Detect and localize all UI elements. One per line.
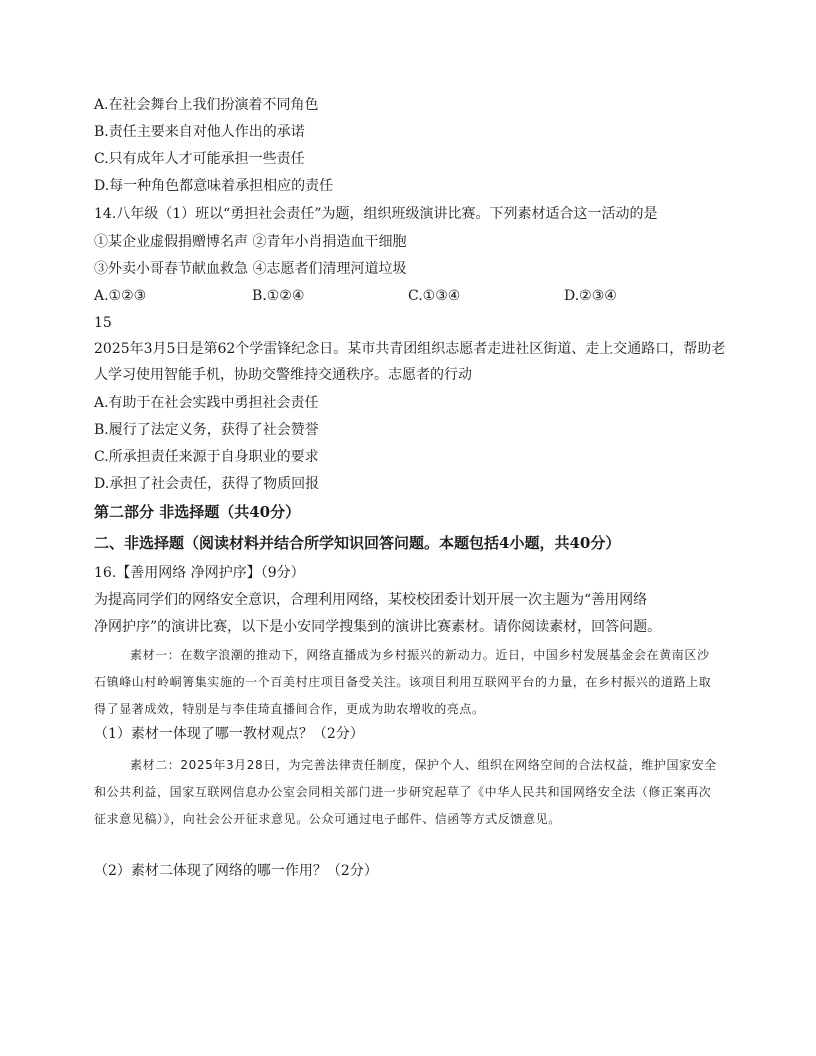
q15-stem-line2: 人学习使用智能手机，协助交警维持交通秩序。志愿者的行动 [94,367,472,383]
section2-title: 二、非选择题（阅读材料并结合所学知识回答问题。本题包括4小题，共40分） [94,534,621,552]
q16-header: 16.【善用网络 净网护序】（9分） [94,565,305,581]
q16-intro-line1: 为提高同学们的网络安全意识，合理利用网络，某校校团委计划开展一次主题为“善用网络 [94,592,648,608]
q13-option-b: B.责任主要来自对他人作出的承诺 [94,124,305,140]
q16-intro-line2: 净网护序”的演讲比赛，以下是小安同学搜集到的演讲比赛素材。请你阅读素材，回答问题。 [94,619,662,635]
q15-number: 15 [94,315,112,331]
q15-option-c: C.所承担责任来源于自身职业的要求 [94,449,319,465]
q14-items-line2: ③外卖小哥春节献血救急 ④志愿者们清理河道垃圾 [94,261,407,277]
q14-option-a: A.①②③ [94,288,147,304]
q14-items-line1: ①某企业虚假捐赠博名声 ②青年小肖捐造血干细胞 [94,234,407,250]
q15-option-d: D.承担了社会责任，获得了物质回报 [94,476,320,492]
q16-question1: （1）素材一体现了哪一教材观点？（2分） [94,726,364,742]
q14-option-c: C.①③④ [408,288,461,304]
q14-stem: 14.八年级（1）班以“勇担社会责任”为题，组织班级演讲比赛。下列素材适合这一活动的是 [94,206,658,222]
q13-option-d: D.每一种角色都意味着承担相应的责任 [94,178,334,194]
q15-option-b: B.履行了法定义务，获得了社会赞誉 [94,422,319,438]
q16-question2: （2）素材二体现了网络的哪一作用？（2分） [94,863,378,879]
q14-option-d: D.②③④ [564,288,617,304]
q13-option-a: A.在社会舞台上我们扮演着不同角色 [94,97,319,113]
q13-option-c: C.只有成年人才可能承担一些责任 [94,151,305,167]
q15-stem-line1: 2025年3月5日是第62个学雷锋纪念日。某市共青团组织志愿者走进社区街道、走上交通路口，帮助老 [94,341,726,357]
q15-option-a: A.有助于在社会实践中勇担社会责任 [94,395,319,411]
q16-material2: 素材二：2025年3月28日，为完善法律责任制度，保护个人、组织在网络空间的合法权益，维护国家安全和公共利益，国家互联网信息办公室会同相关部门进一步研究起草了《中华人民共和国网络安全法（修正案再次征求意见稿）》，向社会公开征求意见。公众可通过电子邮件、信函等方式反馈意见。 [94,758,717,826]
part2-title: 第二部分 非选择题（共40分） [94,503,301,521]
q14-option-b: B.①②④ [252,288,305,304]
q16-material1: 素材一：在数字浪潮的推动下，网络直播成为乡村振兴的新动力。近日，中国乡村发展基金会在黄南区沙石镇峰山村岭峒箐集实施的一个百美村庄项目备受关注。该项目利用互联网平台的力量，在乡村振兴的道路上取得了显著成效，特别是与李佳琦直播间合作，更成为助农增收的亮点。 [94,648,712,716]
